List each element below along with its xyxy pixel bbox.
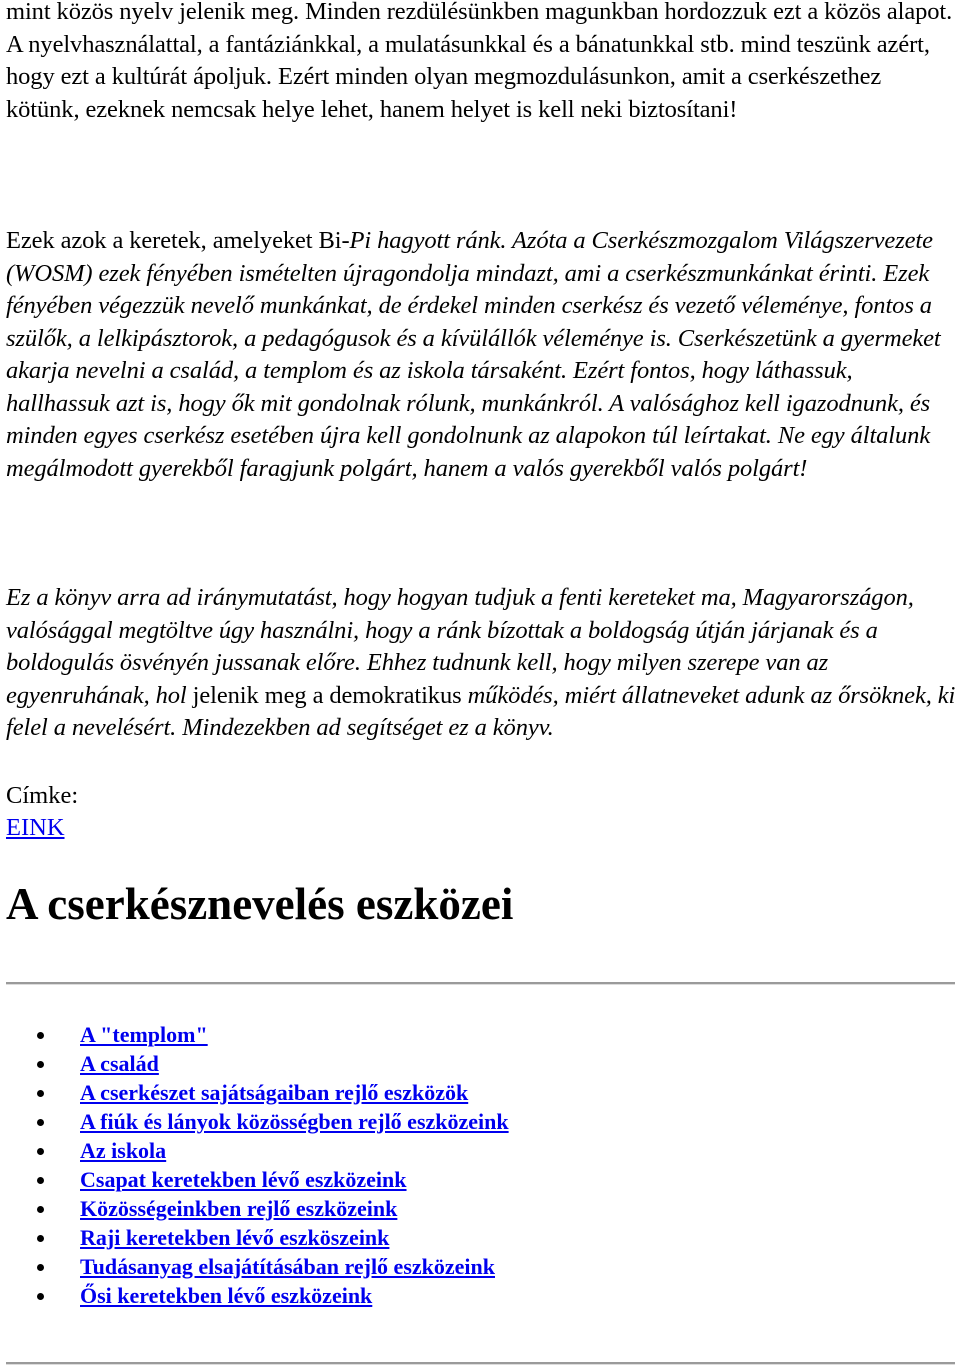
paragraph-book-purpose-part3: működés, miért állatneveket adunk az őrsöknek, ki felel a nevelésért. Mindezekben ad segítséget ez a könyv. [6,681,956,741]
bullet-icon [37,1206,44,1213]
list-item [6,1078,509,1107]
tool-link[interactable]: Ősi keretekben lévő eszközeink [80,1283,373,1308]
tool-link[interactable]: A "templom" [80,1022,208,1047]
list-item [6,1049,509,1078]
list-item [6,1252,509,1281]
list-item [6,1020,509,1049]
paragraph-frameworks-intro: Ezek azok a keretek, amelyeket Bi- [6,227,350,254]
tag-label: Címke: [6,782,79,809]
paragraph-frameworks-body: Pi hagyott ránk. Azóta a Cserkészmozgalom Világszervezete (WOSM) ezek fényében ismételten újragondolja mindazt, ami a cserkészmunkánkat érinti. Ezek fényében végezzük nevelő munkánkat, de érdekel minden cserkész és vezető véleménye, fontos a szülők, a lelkipásztorok, a pedagógusok és a kívülállók véleménye is. Cserkészetünk a gyermeket akarja nevelni a család, a templom és az iskola társaként. Ezért fontos, hogy láthassuk, hallhassuk azt is, hogy ők mit gondolnak rólunk, munkánkról. A valósághoz kell igazodnunk, és minden egyes cserkész esetében újra kell gondolnunk az alapokon túl leírtakat. Ne egy általunk megálmodott gyerekből faragjunk polgárt, hanem a valós gyerekből valós polgárt! [6,227,941,482]
section-heading: A cserkésznevelés eszközei [6,879,514,929]
paragraph-book-purpose-part1: Ez a könyv arra ad iránymutatást, hogy hogyan tudjuk a fenti kereteket ma, Magyarországon, valósággal megtöltve úgy használni, hogy a ránk bízottak a boldogság útján járjanak és a boldogulás ösvényén jussanak előre. Ehhez tudnunk kell, hogy milyen szerepe van az egyenruhának, hol [6,584,914,709]
bullet-icon [37,1090,44,1097]
bullet-icon [37,1148,44,1155]
tool-link[interactable]: Az iskola [80,1138,167,1163]
tools-list [6,1020,509,1310]
bullet-icon [37,1293,44,1300]
bullet-icon [37,1061,44,1068]
tool-link[interactable]: Közösségeinkben rejlő eszközeink [80,1196,398,1221]
list-item [6,1281,509,1310]
list-item [6,1107,509,1136]
paragraph-book-purpose [6,582,956,745]
list-item [6,1223,509,1252]
list-item [6,1165,509,1194]
paragraph-book-purpose-part2: jelenik meg a demokratikus [192,681,462,709]
bullet-icon [37,1264,44,1271]
paragraph-culture: mint közös nyelv jelenik meg. Minden rezdülésünkben magunkban hordozzuk ezt a közös alapot. A nyelvhasználattal, a fantáziánkkal, a mulatásunkkal és a bánatunkkal stb. mind teszünk azért, hogy ezt a kultúrát ápoljuk. Ezért minden olyan megmozdulásunkon, amit a cserkészethez kötünk, ezeknek nemcsak helye lehet, hanem helyet is kell neki biztosítani! [6,0,953,123]
tool-link[interactable]: Raji keretekben lévő eszköszeink [80,1225,390,1250]
bullet-icon [37,1235,44,1242]
tool-link[interactable]: A cserkészet sajátságaiban rejlő eszközök [80,1080,469,1105]
horizontal-divider [6,982,955,985]
bottom-divider [6,1362,955,1365]
tool-link[interactable]: Tudásanyag elsajátításában rejlő eszközeink [80,1254,495,1279]
list-item [6,1194,509,1223]
bullet-icon [37,1177,44,1184]
tag-link-eink[interactable]: EINK [6,814,65,841]
tool-link[interactable]: Csapat keretekben lévő eszközeink [80,1167,407,1192]
list-item [6,1136,509,1165]
paragraph-frameworks [6,225,956,485]
bullet-icon [37,1119,44,1126]
tool-link[interactable]: A fiúk és lányok közösségben rejlő eszközeink [80,1109,509,1134]
bullet-icon [37,1032,44,1039]
tool-link[interactable]: A család [80,1051,159,1076]
